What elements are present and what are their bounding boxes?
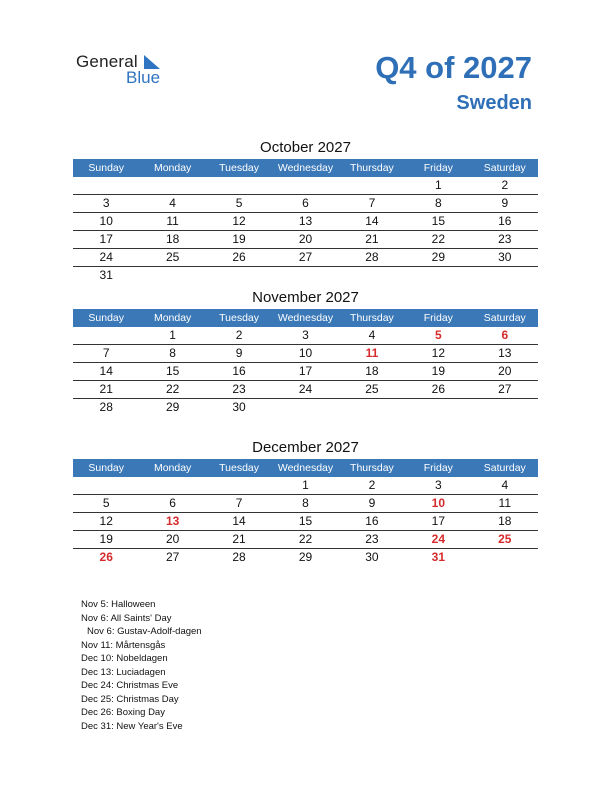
day-cell	[405, 267, 471, 284]
logo-general-text: General	[76, 52, 138, 71]
day-cell: 10	[298, 346, 313, 360]
day-cell: 19	[99, 532, 113, 546]
day-cell	[206, 267, 272, 284]
month-october	[73, 137, 538, 284]
day-cell: 13	[298, 214, 313, 228]
day-cell: 12	[99, 514, 113, 528]
weekday-header	[73, 309, 538, 327]
day-cell: 26	[99, 550, 113, 564]
day-cell: 30	[232, 400, 246, 414]
holiday-item: Nov 5: Halloween	[81, 599, 156, 610]
weekday-header	[73, 159, 538, 177]
weekday-label: Thursday	[350, 462, 394, 474]
week-row	[73, 549, 538, 566]
week-row	[73, 213, 538, 231]
day-cell	[339, 399, 405, 416]
day-cell: 31	[99, 268, 113, 282]
day-cell: 1	[169, 328, 176, 342]
day-cell: 25	[498, 532, 512, 546]
week-row	[73, 327, 538, 345]
day-cell: 28	[365, 250, 379, 264]
day-cell: 19	[431, 364, 446, 378]
weekday-label: Wednesday	[277, 162, 334, 174]
day-cell: 16	[232, 364, 246, 378]
month-november	[73, 287, 538, 416]
week-row	[73, 495, 538, 513]
day-cell: 29	[431, 250, 446, 264]
month-title: December 2027	[252, 439, 359, 456]
day-cell: 27	[298, 250, 313, 264]
day-cell: 28	[232, 550, 246, 564]
day-cell: 27	[498, 382, 512, 396]
day-cell: 7	[368, 196, 376, 210]
day-cell: 5	[235, 196, 243, 210]
day-cell: 18	[365, 364, 379, 378]
week-row	[73, 267, 538, 284]
day-cell: 1	[435, 178, 442, 192]
day-cell: 16	[498, 214, 512, 228]
day-cell: 23	[365, 532, 379, 546]
day-cell: 19	[232, 232, 246, 246]
holiday-item: Nov 11: Mårtensgås	[81, 639, 166, 651]
weekday-header	[73, 459, 538, 477]
day-cell: 2	[501, 178, 509, 192]
day-cell: 8	[169, 346, 176, 360]
day-cell: 3	[302, 328, 309, 342]
day-cell: 21	[232, 532, 246, 546]
day-cell: 17	[298, 364, 313, 378]
holiday-item: Dec 24: Christmas Eve	[81, 680, 179, 691]
day-cell: 25	[365, 382, 379, 396]
day-cell: 11	[166, 214, 179, 228]
weekday-label: Sunday	[88, 162, 125, 174]
weekday-label: Wednesday	[277, 462, 334, 474]
day-cell: 24	[298, 382, 313, 396]
weekday-label: Tuesday	[219, 162, 259, 174]
day-cell: 18	[165, 232, 180, 246]
day-cell: 20	[498, 364, 512, 378]
holiday-item: Dec 31: New Year's Eve	[81, 720, 183, 732]
day-cell: 14	[365, 214, 379, 228]
holiday-list	[81, 598, 202, 733]
holiday-item: Dec 13: Luciadagen	[81, 666, 166, 678]
day-cell	[472, 267, 538, 284]
day-cell: 17	[99, 232, 113, 246]
day-cell: 21	[365, 232, 379, 246]
week-row	[73, 513, 538, 531]
day-cell	[339, 267, 405, 284]
weekday-label: Thursday	[350, 162, 394, 174]
day-cell: 4	[169, 196, 176, 210]
week-row	[73, 345, 538, 363]
holiday-item: Dec 25: Christmas Day	[81, 693, 179, 705]
day-cell	[73, 177, 139, 194]
day-cell	[272, 177, 338, 194]
day-cell	[272, 399, 338, 416]
day-cell: 10	[99, 214, 113, 228]
day-cell: 28	[99, 400, 113, 414]
day-cell: 17	[431, 514, 446, 528]
holiday-item: Dec 26: Boxing Day	[81, 707, 165, 718]
day-cell: 3	[435, 478, 442, 492]
month-december	[73, 437, 538, 566]
weekday-label: Saturday	[483, 312, 526, 324]
weekday-label: Monday	[153, 312, 192, 324]
day-cell	[339, 177, 405, 194]
day-cell: 1	[302, 478, 309, 492]
day-cell: 5	[435, 328, 442, 342]
day-cell: 6	[169, 496, 176, 510]
day-cell: 30	[365, 550, 379, 564]
day-cell: 11	[365, 346, 379, 360]
day-cell: 4	[501, 478, 509, 492]
weekday-label: Thursday	[350, 312, 394, 324]
week-row	[73, 399, 538, 416]
day-cell: 30	[498, 250, 512, 264]
day-cell: 15	[165, 364, 180, 378]
week-row	[73, 249, 538, 267]
day-cell	[139, 177, 205, 194]
day-cell: 12	[232, 214, 246, 228]
day-cell: 8	[302, 496, 309, 510]
day-cell: 24	[99, 250, 113, 264]
day-cell: 26	[431, 382, 446, 396]
day-cell: 6	[501, 328, 509, 342]
weekday-label: Saturday	[483, 162, 526, 174]
day-cell: 18	[498, 514, 512, 528]
week-row	[73, 177, 538, 195]
day-cell: 16	[365, 514, 379, 528]
day-cell: 3	[102, 196, 110, 210]
weekday-label: Friday	[423, 312, 453, 324]
weekday-label: Friday	[423, 162, 453, 174]
day-cell: 20	[165, 532, 180, 546]
month-title: November 2027	[252, 289, 359, 306]
week-row	[73, 195, 538, 213]
day-cell: 9	[368, 496, 376, 510]
weekday-label: Sunday	[88, 312, 125, 324]
day-cell: 2	[235, 328, 243, 342]
weekday-label: Tuesday	[219, 462, 259, 474]
weekday-label: Monday	[153, 162, 192, 174]
day-cell: 20	[298, 232, 313, 246]
day-cell	[206, 477, 272, 494]
day-cell: 14	[99, 364, 113, 378]
day-cell: 5	[102, 496, 110, 510]
day-cell	[139, 477, 205, 494]
weekday-label: Tuesday	[219, 312, 259, 324]
day-cell: 8	[435, 196, 442, 210]
day-cell: 9	[235, 346, 243, 360]
day-cell: 9	[501, 196, 509, 210]
month-title: October 2027	[260, 139, 351, 156]
day-cell	[472, 399, 538, 416]
holiday-item: Dec 10: Nobeldagen	[81, 653, 168, 664]
day-cell: 29	[298, 550, 313, 564]
weekday-label: Sunday	[88, 462, 125, 474]
weekday-label: Monday	[153, 462, 192, 474]
day-cell: 7	[102, 346, 110, 360]
logo-triangle-icon	[144, 55, 160, 69]
week-row	[73, 531, 538, 549]
day-cell	[73, 327, 139, 344]
week-row	[73, 477, 538, 495]
day-cell: 29	[165, 400, 180, 414]
day-cell	[405, 399, 471, 416]
week-row	[73, 363, 538, 381]
day-cell: 23	[232, 382, 246, 396]
page-title: Q4 of 2027	[375, 50, 532, 85]
day-cell: 22	[165, 382, 180, 396]
day-cell: 24	[431, 532, 446, 546]
day-cell: 15	[431, 214, 446, 228]
day-cell: 6	[302, 196, 309, 210]
weekday-label: Wednesday	[277, 312, 334, 324]
day-cell: 4	[368, 328, 376, 342]
week-row	[73, 381, 538, 399]
week-row	[73, 231, 538, 249]
day-cell: 7	[235, 496, 243, 510]
day-cell: 11	[498, 496, 512, 510]
day-cell	[206, 177, 272, 194]
logo-blue-text: Blue	[126, 68, 161, 87]
day-cell: 15	[298, 514, 313, 528]
day-cell	[139, 267, 205, 284]
day-cell: 22	[298, 532, 313, 546]
day-cell: 2	[368, 478, 376, 492]
country-title: Sweden	[456, 92, 532, 114]
day-cell: 27	[165, 550, 180, 564]
day-cell: 21	[99, 382, 113, 396]
day-cell: 10	[431, 496, 446, 510]
day-cell: 31	[431, 550, 446, 564]
weekday-label: Saturday	[483, 462, 526, 474]
day-cell: 13	[165, 514, 180, 528]
day-cell: 14	[232, 514, 246, 528]
day-cell	[73, 477, 139, 494]
day-cell: 12	[431, 346, 446, 360]
day-cell: 26	[232, 250, 246, 264]
holiday-item: Nov 6: Gustav-Adolf-dagen	[87, 626, 202, 637]
weekday-label: Friday	[423, 462, 453, 474]
generalblue-logo	[76, 52, 186, 92]
day-cell: 25	[165, 250, 180, 264]
day-cell	[472, 549, 538, 566]
day-cell: 23	[498, 232, 512, 246]
holiday-item: Nov 6: All Saints' Day	[81, 612, 172, 624]
day-cell: 13	[498, 346, 512, 360]
day-cell: 22	[431, 232, 446, 246]
day-cell	[272, 267, 338, 284]
